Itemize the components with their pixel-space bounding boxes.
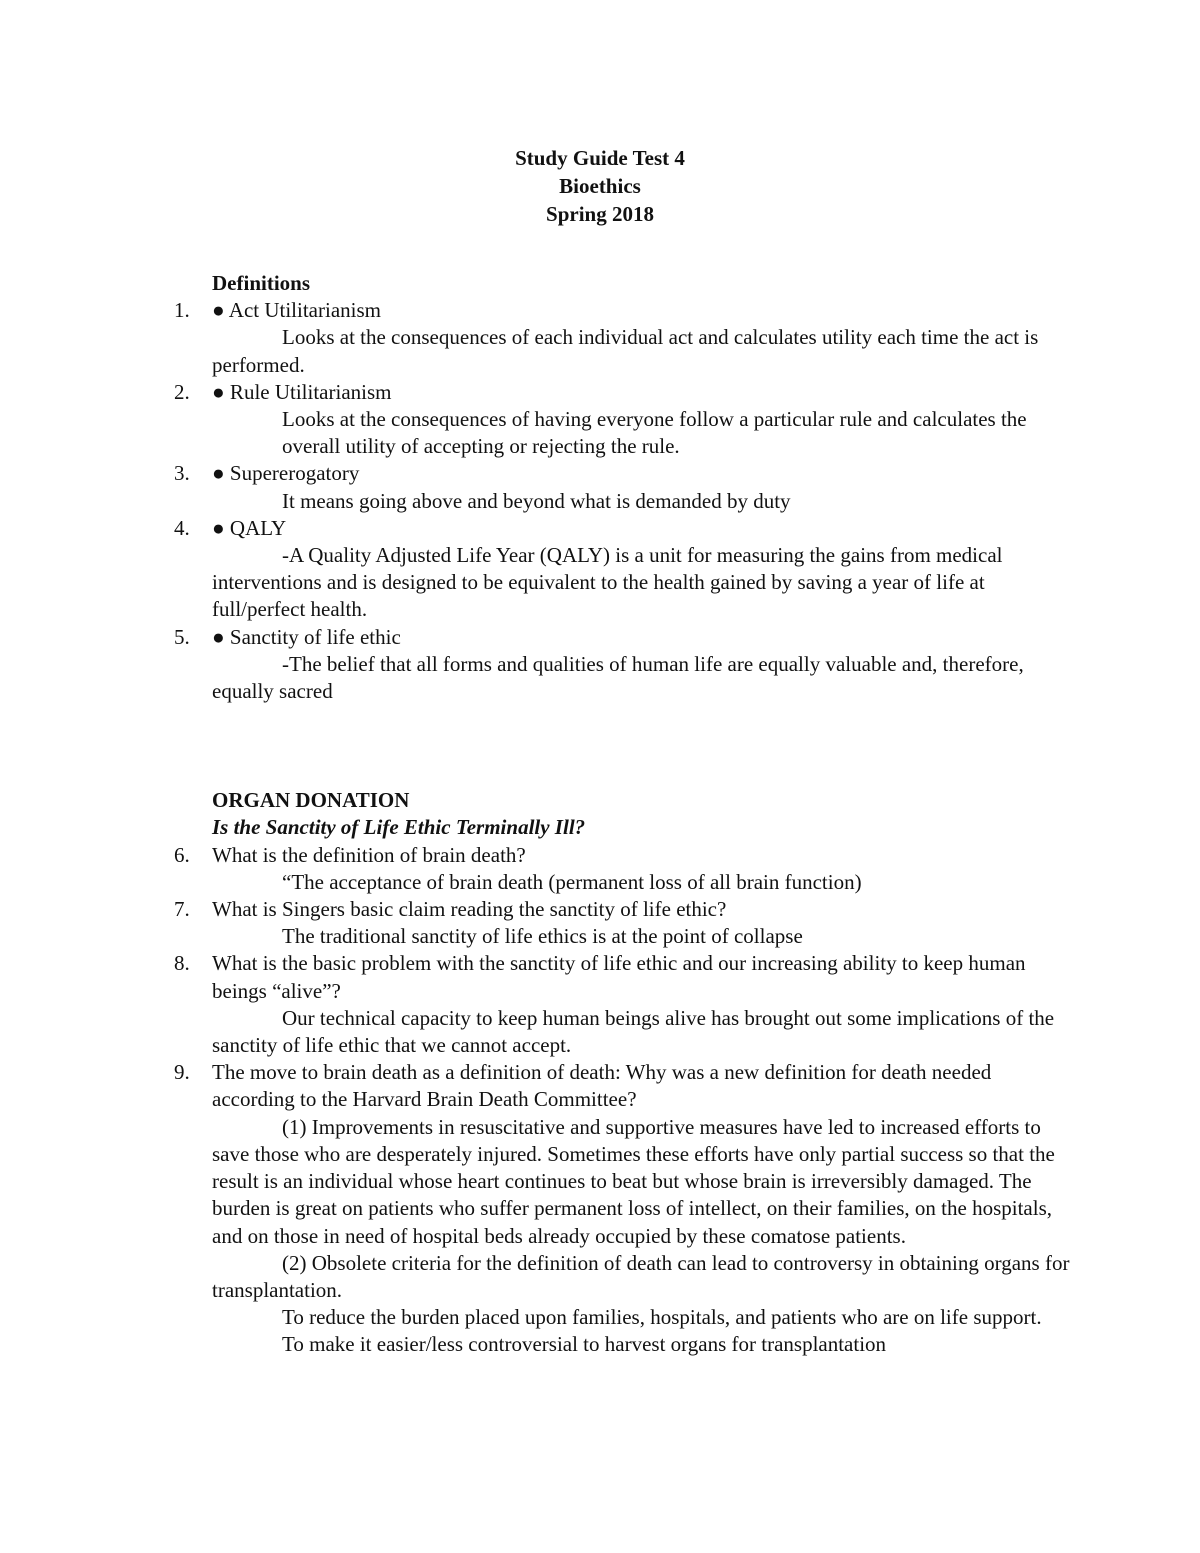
item-number: 7. [174,897,190,922]
definition-item [174,379,1072,461]
item-number: 8. [174,951,190,976]
definition-answer: -A Quality Adjusted Life Year (QALY) is a unit for measuring the gains from medical interventions and is designed to be equivalent to the health gained by saving a year of life at full/perfect health. [212,543,1003,622]
question-answer: To make it easier/less controversial to harvest organs for transplantation [282,1332,887,1357]
definition-answer: Looks at the consequences of having everyone follow a particular rule and calculates the overall utility of accepting or rejecting the rule. [282,407,1027,459]
course-name: Bioethics [559,174,641,198]
item-number: 4. [174,515,190,540]
definition-term: ● QALY [212,515,287,540]
question-answer: The traditional sanctity of life ethics is at the point of collapse [282,924,803,949]
definitions-heading: Definitions [212,271,311,295]
item-number: 9. [174,1060,190,1085]
title-block [0,144,1200,228]
question-item [174,896,1072,950]
question-answer: “The acceptance of brain death (permanent loss of all brain function) [282,869,862,894]
item-number: 6. [174,842,190,867]
question-text: What is Singers basic claim reading the sanctity of life ethic? [212,897,727,922]
definition-item [174,297,1072,379]
document-body [174,270,1072,1359]
question-answer: (1) Improvements in resuscitative and supportive measures have led to increased efforts to save those who are desperately injured. Sometimes these efforts have only partial success so that the result is an individual whose heart continues to beat but whose brain is irreversibly damaged. The burden is great on patients who suffer permanent loss of intellect, on their families, on the hospitals, and on those in need of hospital beds already occupied by these comatose patients. [212,1114,1055,1248]
organ-donation-subheading: Is the Sanctity of Life Ethic Terminally Ill? [212,815,586,840]
item-number: 1. [174,298,190,323]
section-spacer [212,705,1072,787]
question-text: What is the basic problem with the sanctity of life ethic and our increasing ability to keep human beings “alive”? [212,951,1026,1003]
question-answer: Our technical capacity to keep human beings alive has brought out some implications of the sanctity of life ethic that we cannot accept. [212,1005,1055,1058]
definition-answer: -The belief that all forms and qualities of human life are equally valuable and, therefore, equally sacred [212,651,1024,704]
question-item [174,950,1072,1059]
question-text: What is the definition of brain death? [212,842,526,867]
item-number: 3. [174,461,190,486]
document-title: Study Guide Test 4 [515,146,685,170]
item-number: 2. [174,379,190,404]
definition-term: ● Rule Utilitarianism [212,379,392,404]
question-answer: (2) Obsolete criteria for the definition of death can lead to controversy in obtaining organs for transplantation. [212,1250,1070,1302]
question-answer: To reduce the burden placed upon families, hospitals, and patients who are on life support. [282,1305,1042,1330]
definition-item [174,515,1072,624]
definition-term: ● Act Utilitarianism [212,298,381,323]
question-text: The move to brain death as a definition of death: Why was a new definition for death needed according to the Harvard Brain Death Committee? [212,1060,992,1112]
definition-item [174,460,1072,514]
semester: Spring 2018 [546,202,654,226]
item-number: 5. [174,624,190,649]
question-item [174,1059,1072,1358]
definition-term: ● Sanctity of life ethic [212,624,401,649]
definition-term: ● Supererogatory [212,461,360,486]
definition-item [174,624,1072,706]
definition-answer: It means going above and beyond what is demanded by duty [282,488,791,513]
organ-donation-heading: ORGAN DONATION [212,788,410,813]
definition-answer: Looks at the consequences of each individual act and calculates utility each time the act is performed. [212,325,1039,377]
question-item [174,842,1072,896]
